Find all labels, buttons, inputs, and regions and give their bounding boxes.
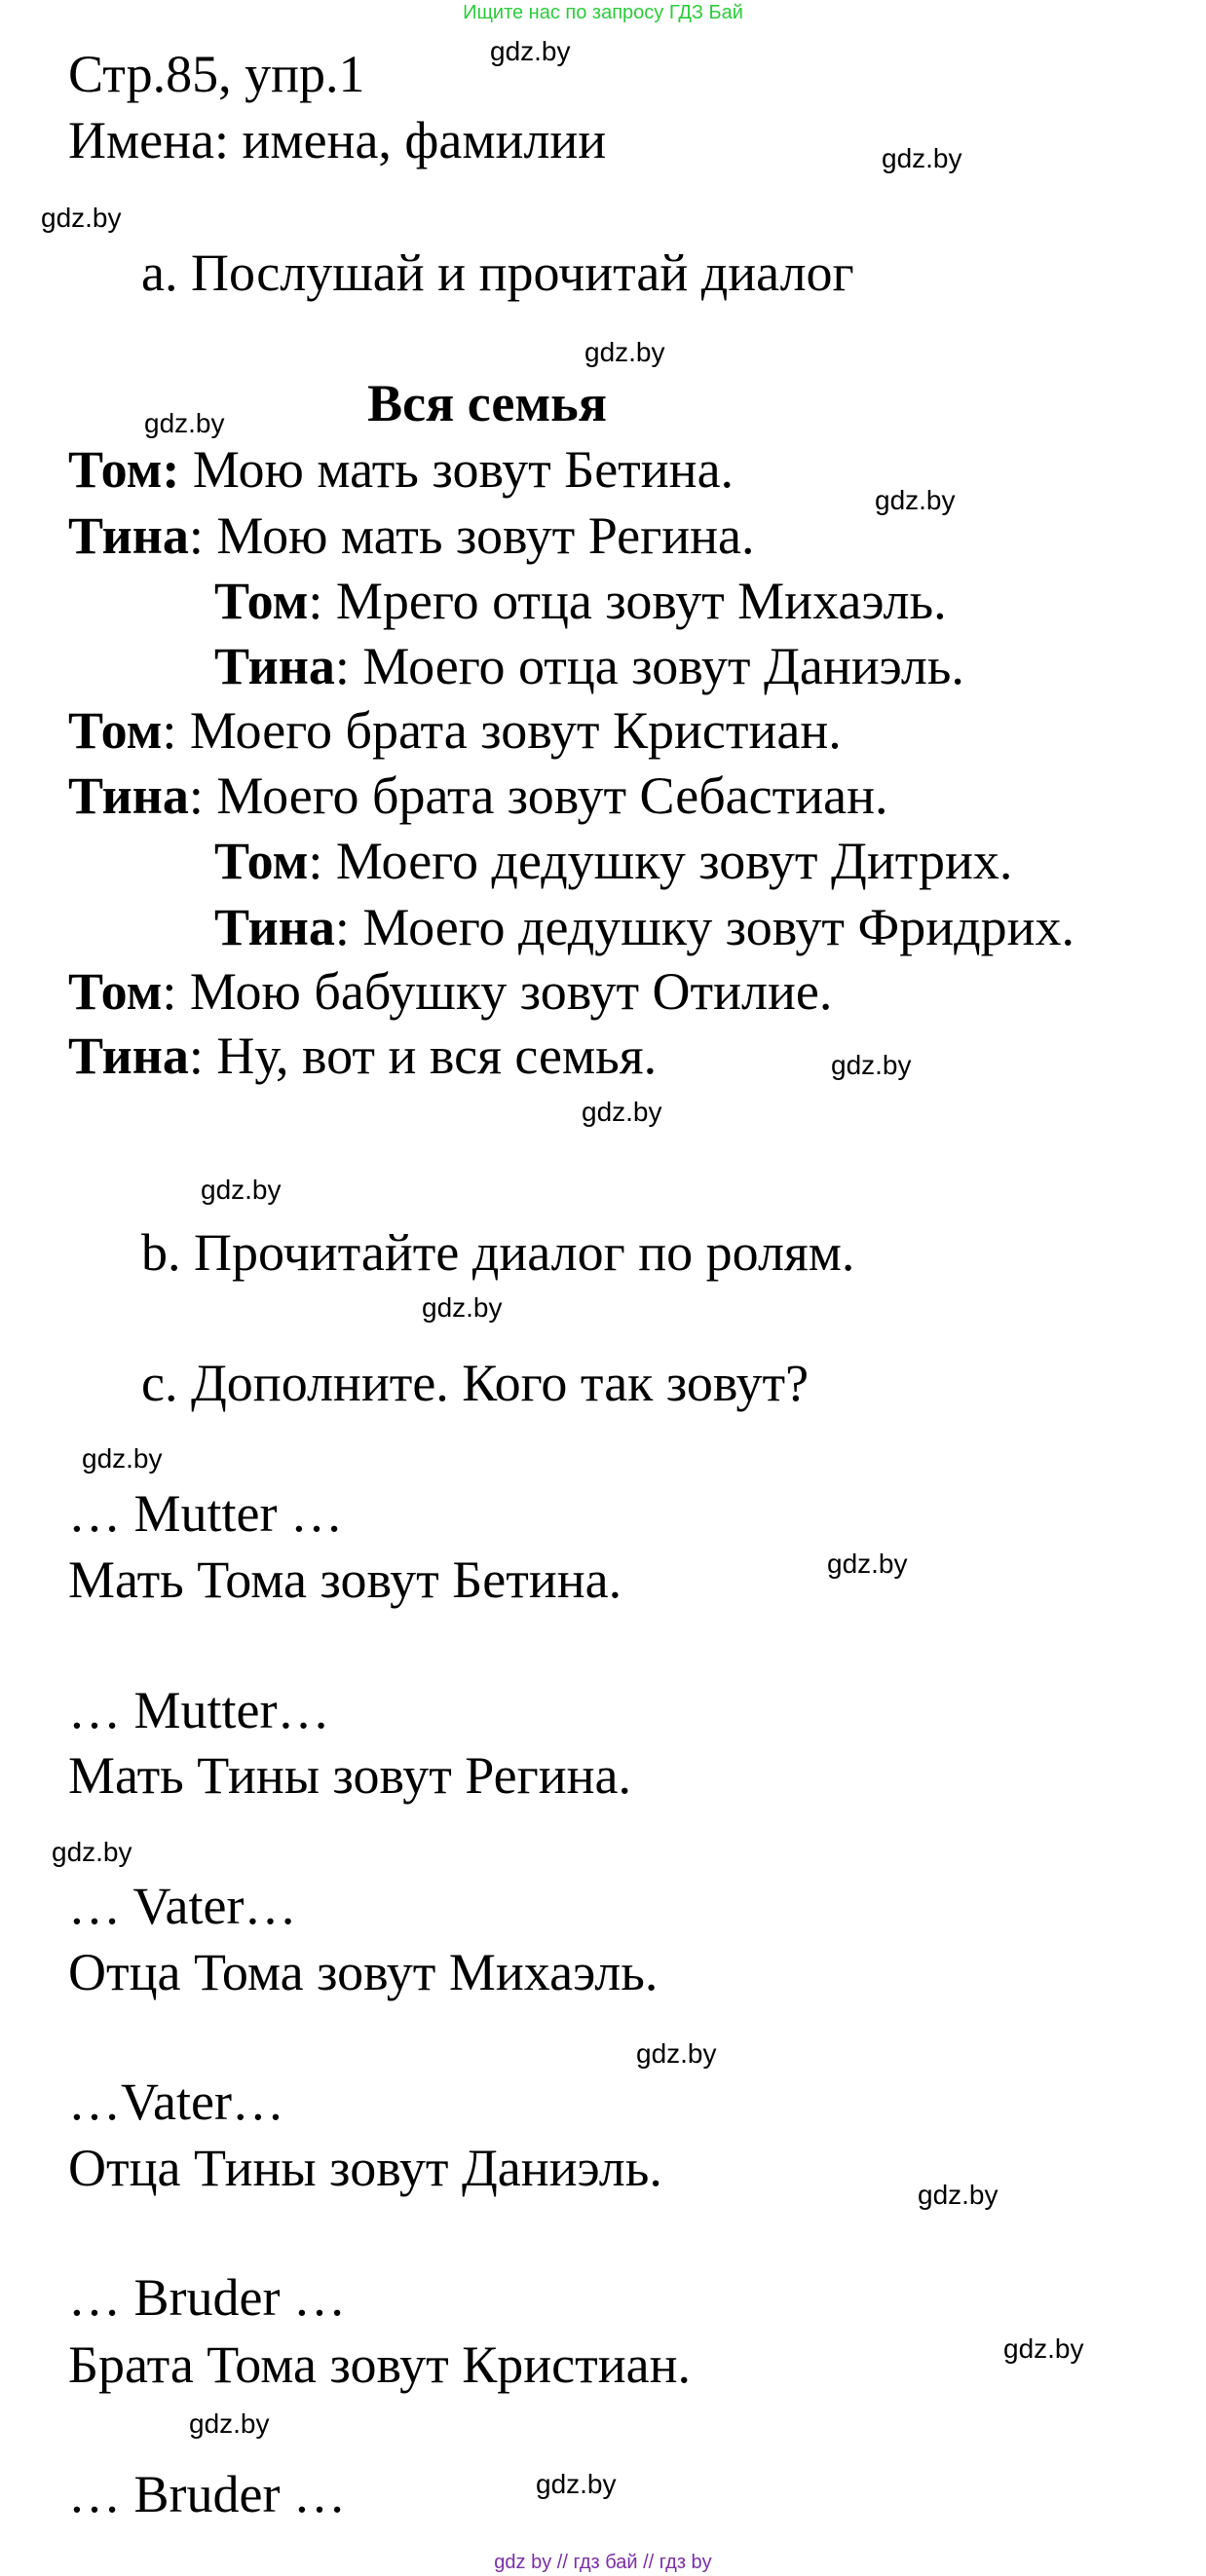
dialog-text: Мою мать зовут Бетина. — [179, 440, 735, 499]
watermark: gdz.by — [882, 143, 962, 173]
answer-hint: …Vater… — [68, 2072, 284, 2131]
watermark: gdz.by — [189, 2408, 270, 2439]
dialog-line — [214, 830, 1012, 892]
watermark: gdz.by — [827, 1549, 908, 1579]
watermark: gdz.by — [52, 1837, 132, 1867]
watermark: gdz.by — [422, 1292, 503, 1323]
dialog-text: : Моего брата зовут Кристиан. — [162, 701, 842, 760]
dialog-text: : Мрего отца зовут Михаэль. — [308, 572, 947, 630]
dialog-line — [214, 570, 947, 632]
watermark: gdz.by — [144, 408, 225, 438]
speaker-name: Тина — [214, 637, 335, 695]
answer-text: Брата Тома зовут Кристиан. — [68, 2335, 691, 2394]
answer-text: Отца Тины зовут Даниэль. — [68, 2139, 662, 2197]
answer-hint: … Mutter … — [68, 1484, 343, 1543]
dialog-text: : Моего дедушку зовут Дитрих. — [308, 832, 1013, 890]
task-b-instruction: b. Прочитайте диалог по ролям. — [141, 1223, 855, 1282]
watermark: gdz.by — [636, 2038, 717, 2069]
answer-text: Мать Тины зовут Регина. — [68, 1746, 631, 1805]
watermark: gdz.by — [875, 485, 956, 515]
speaker-name: Тина — [68, 506, 189, 565]
dialog-line — [68, 699, 842, 762]
task-a-instruction: a. Послушай и прочитай диалог — [141, 243, 854, 302]
dialog-line — [68, 504, 755, 567]
speaker-name: Том — [214, 832, 309, 890]
dialog-text: : Моего брата зовут Себастиан. — [188, 766, 888, 825]
dialog-line — [214, 896, 1074, 958]
watermark: gdz.by — [201, 1175, 282, 1205]
speaker-name: Том — [68, 701, 163, 760]
dialog-text: : Мою мать зовут Регина. — [188, 506, 755, 565]
speaker-name: Тина — [68, 766, 189, 825]
speaker-name: Тина — [214, 898, 335, 956]
answer-text: Мать Тома зовут Бетина. — [68, 1550, 622, 1609]
watermark: gdz.by — [584, 337, 665, 367]
watermark: gdz.by — [536, 2469, 617, 2499]
watermark: gdz.by — [41, 203, 122, 233]
dialog-line — [68, 1025, 657, 1087]
top-banner: Ищите нас по запросу ГДЗ Бай — [463, 2, 743, 23]
task-c-instruction: c. Дополните. Кого так зовут? — [141, 1354, 810, 1412]
answer-text: Отца Тома зовут Михаэль. — [68, 1943, 659, 2001]
topic-subtitle: Имена: имена, фамилии — [68, 111, 607, 169]
dialog-text: : Ну, вот и вся семья. — [188, 1027, 658, 1085]
speaker-name: Том — [68, 962, 163, 1021]
footer: gdz by // гдз бай // гдз by — [494, 2552, 712, 2573]
dialog-title: Вся семья — [367, 374, 607, 432]
page-exercise-title: Стр.85, упр.1 — [68, 45, 365, 103]
answer-hint: … Vater… — [68, 1877, 297, 1935]
watermark: gdz.by — [82, 1443, 163, 1474]
answer-hint: … Bruder … — [68, 2465, 346, 2523]
watermark: gdz.by — [582, 1097, 662, 1127]
dialog-line — [68, 765, 887, 827]
dialog-text: : Моего дедушку зовут Фридрих. — [334, 898, 1074, 956]
watermark: gdz.by — [831, 1050, 912, 1080]
speaker-name: Тина — [68, 1027, 189, 1085]
speaker-name: Том — [214, 572, 309, 630]
dialog-line — [68, 960, 832, 1023]
dialog-line — [68, 438, 734, 501]
answer-hint: … Mutter… — [68, 1681, 330, 1739]
answer-hint: … Bruder … — [68, 2268, 346, 2327]
dialog-text: : Моего отца зовут Даниэль. — [334, 637, 964, 695]
speaker-name: Том: — [68, 440, 180, 499]
dialog-text: : Мою бабушку зовут Отилие. — [162, 962, 833, 1021]
watermark: gdz.by — [490, 36, 571, 66]
watermark: gdz.by — [918, 2180, 999, 2210]
watermark: gdz.by — [1003, 2333, 1084, 2364]
dialog-line — [214, 635, 964, 697]
